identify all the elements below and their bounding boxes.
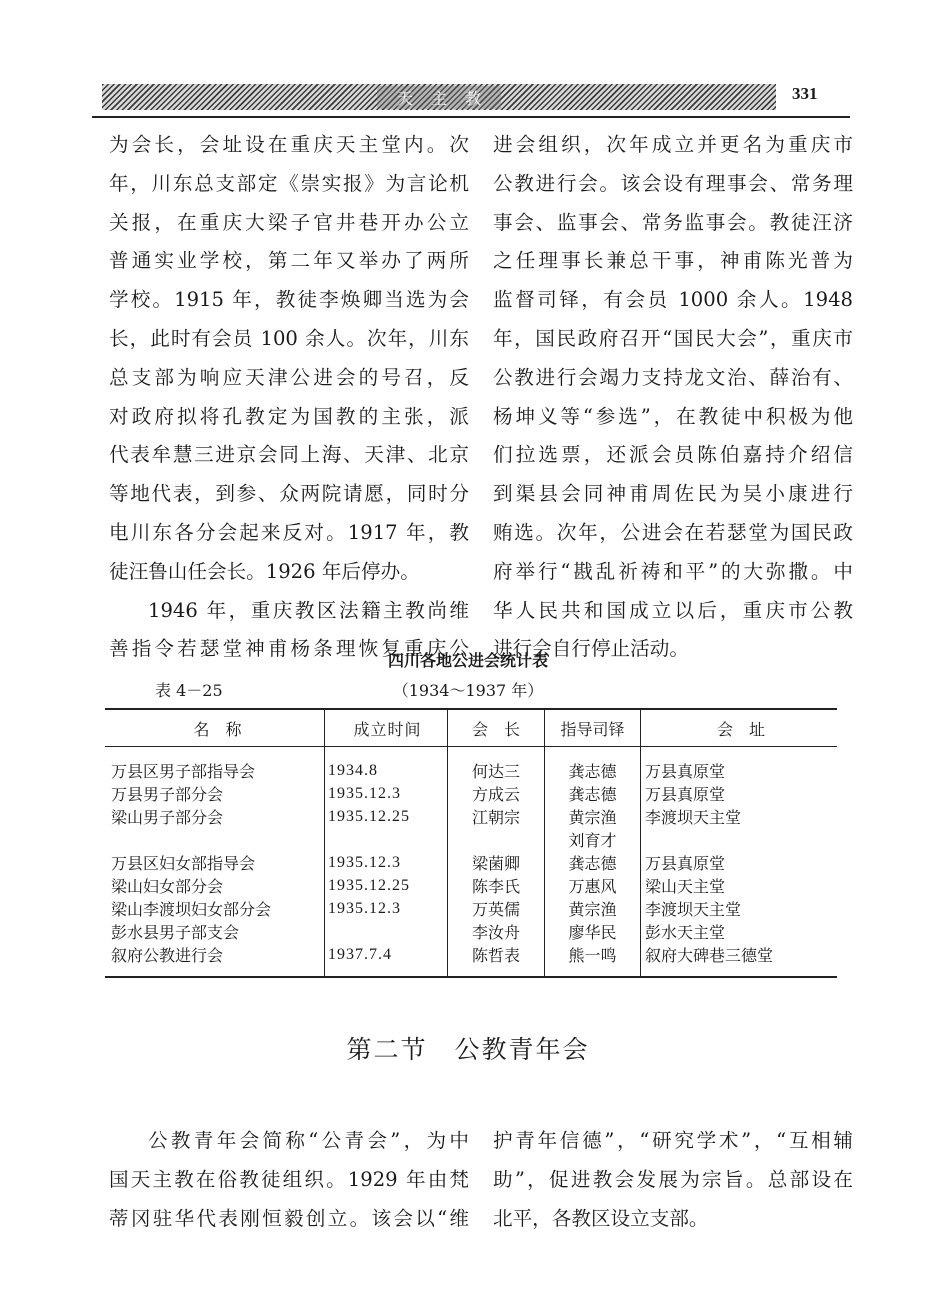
text-line: 公教青年会简称“公青会”，为中 bbox=[148, 1129, 469, 1152]
table-row bbox=[105, 874, 837, 897]
text-line: 护青年信德”，“研究学术”，“互相辅 bbox=[493, 1129, 853, 1152]
header-rule bbox=[92, 116, 850, 118]
text-line: 年，国民政府召开“国民大会”，重庆市 bbox=[493, 326, 853, 350]
table-row bbox=[105, 805, 837, 828]
cell-president: 何达三 bbox=[448, 747, 545, 783]
text-line: 们拉选票，还派会员陈伯嘉持介绍信 bbox=[493, 443, 853, 467]
cell-date: 1935.12.3 bbox=[325, 782, 448, 805]
statistics-table bbox=[105, 708, 837, 978]
text-line: 进行会自行停止活动。 bbox=[493, 637, 689, 661]
text-line: 普通实业学校，第二年又举办了两所 bbox=[109, 249, 469, 273]
cell-address: 叙府大碑巷三德堂 bbox=[641, 943, 838, 977]
cell-date: 1935.12.3 bbox=[325, 897, 448, 920]
text-line: 华人民共和国成立以后，重庆市公教 bbox=[493, 598, 853, 622]
text-line: 事会、监事会、常务监事会。教徒汪济 bbox=[493, 210, 853, 234]
table-row bbox=[105, 897, 837, 920]
text-line: 代表牟慧三进京会同上海、天津、北京 bbox=[109, 443, 469, 467]
cell-director: 廖华民 bbox=[545, 920, 641, 943]
cell-date bbox=[325, 920, 448, 943]
text-line: 总支部为响应天津公进会的号召，反 bbox=[109, 365, 469, 389]
table-years: （1934～1937 年） bbox=[392, 681, 544, 700]
cell-name: 梁山男子部分会 bbox=[111, 808, 224, 827]
text-line: 公教进行会竭力支持龙文治、薛治有、 bbox=[493, 365, 853, 389]
cell-date: 1935.12.25 bbox=[325, 874, 448, 897]
table-row bbox=[105, 747, 837, 783]
table-number: 表 4－25 bbox=[155, 681, 223, 700]
cell-director: 万惠风 bbox=[545, 874, 641, 897]
cell-date bbox=[325, 828, 448, 851]
text-line: 徒汪鲁山任会长。1926 年后停办。 bbox=[109, 559, 420, 583]
text-line: 到渠县会同神甫周佐民为吴小康进行 bbox=[493, 482, 853, 506]
cell-director: 黄宗渔 bbox=[545, 805, 641, 828]
text-line: 长，此时有会员 100 余人。次年，川东 bbox=[109, 326, 469, 350]
cell-address: 万县真原堂 bbox=[641, 782, 838, 805]
cell-address: 李渡坝天主堂 bbox=[641, 805, 838, 828]
column-header-name: 名 称 bbox=[105, 709, 325, 747]
text-line: 年，川东总支部定《崇实报》为言论机 bbox=[109, 171, 469, 195]
cell-address bbox=[641, 828, 838, 851]
column-header-address: 会 址 bbox=[641, 709, 838, 747]
cell-address: 彭水天主堂 bbox=[641, 920, 838, 943]
table-row bbox=[105, 828, 837, 851]
right-column bbox=[493, 126, 853, 669]
cell-president: 梁菌卿 bbox=[448, 851, 545, 874]
cell-president: 方成云 bbox=[448, 782, 545, 805]
text-line: 善指令若瑟堂神甫杨条理恢复重庆公 bbox=[109, 637, 469, 661]
section-title: 第二节 公教青年会 bbox=[346, 1035, 590, 1064]
text-line: 杨坤义等“参选”，在教徒中积极为他 bbox=[493, 404, 853, 428]
cell-address: 万县真原堂 bbox=[641, 851, 838, 874]
cell-name bbox=[105, 828, 325, 851]
column-header-date: 成立时间 bbox=[325, 709, 448, 747]
cell-director: 黄宗渔 bbox=[545, 897, 641, 920]
bottom-left-column bbox=[109, 1122, 469, 1238]
table-title: 四川各地公进会统计表 bbox=[387, 651, 548, 670]
cell-name: 叙府公教进行会 bbox=[105, 943, 325, 977]
running-title: 天主教 bbox=[377, 86, 501, 109]
text-line: 关报，在重庆大梁子官井巷开办公立 bbox=[109, 210, 469, 234]
page-number: 331 bbox=[792, 84, 818, 103]
bottom-right-column bbox=[493, 1122, 853, 1238]
table-row bbox=[105, 782, 837, 805]
cell-director: 龚志德 bbox=[545, 782, 641, 805]
cell-date: 1937.7.4 bbox=[325, 943, 448, 977]
text-line: 电川东各分会起来反对。1917 年，教 bbox=[109, 520, 469, 544]
text-line: 1946 年，重庆教区法籍主教尚维 bbox=[148, 598, 469, 622]
text-line: 监督司铎，有会员 1000 余人。1948 bbox=[493, 288, 853, 312]
cell-address: 李渡坝天主堂 bbox=[641, 897, 838, 920]
text-line: 进会组织，次年成立并更名为重庆市 bbox=[493, 133, 853, 156]
running-header-bar bbox=[102, 84, 776, 110]
cell-president: 陈哲表 bbox=[448, 943, 545, 977]
text-line: 之任理事长兼总干事，神甫陈光普为 bbox=[493, 249, 853, 273]
cell-date: 1935.12.3 bbox=[325, 851, 448, 874]
cell-name: 梁山妇女部分会 bbox=[111, 877, 224, 896]
cell-president bbox=[448, 828, 545, 851]
text-line: 府举行“戡乱祈祷和平”的大弥撒。中 bbox=[493, 559, 853, 583]
cell-director: 龚志德 bbox=[545, 747, 641, 783]
cell-name: 万县区男子部指导会 bbox=[111, 762, 256, 781]
text-line: 等地代表，到参、众两院请愿，同时分 bbox=[109, 482, 469, 506]
text-line: 助”，促进教会发展为宗旨。总部设在 bbox=[493, 1167, 853, 1191]
text-line: 贿选。次年，公进会在若瑟堂为国民政 bbox=[493, 520, 853, 544]
text-line: 北平，各教区设立支部。 bbox=[493, 1206, 709, 1230]
cell-director: 熊一鸣 bbox=[545, 943, 641, 977]
cell-name: 梁山李渡坝妇女部分会 bbox=[111, 900, 272, 919]
text-line: 公教进行会。该会设有理事会、常务理 bbox=[493, 171, 853, 195]
cell-president: 万英儒 bbox=[448, 897, 545, 920]
text-line: 对政府拟将孔教定为国教的主张，派 bbox=[109, 404, 469, 428]
cell-address: 梁山天主堂 bbox=[641, 874, 838, 897]
cell-president: 李汝舟 bbox=[448, 920, 545, 943]
table-header-row bbox=[105, 709, 837, 747]
cell-director: 刘育才 bbox=[545, 828, 641, 851]
cell-name: 万县区妇女部指导会 bbox=[111, 854, 256, 873]
column-header-director: 指导司铎 bbox=[545, 709, 641, 747]
cell-name: 万县男子部分会 bbox=[111, 785, 224, 804]
cell-president: 江朝宗 bbox=[448, 805, 545, 828]
cell-address: 万县真原堂 bbox=[641, 747, 838, 783]
cell-name: 彭水县男子部支会 bbox=[111, 923, 240, 942]
column-header-president: 会 长 bbox=[448, 709, 545, 747]
cell-date: 1935.12.25 bbox=[325, 805, 448, 828]
cell-director: 龚志德 bbox=[545, 851, 641, 874]
text-line: 国天主教在俗教徒组织。1929 年由梵 bbox=[109, 1167, 469, 1191]
cell-date: 1934.8 bbox=[325, 747, 448, 783]
table-row bbox=[105, 920, 837, 943]
left-column bbox=[109, 126, 469, 669]
cell-president: 陈李氏 bbox=[448, 874, 545, 897]
table-body bbox=[105, 747, 837, 978]
table-row bbox=[105, 943, 837, 977]
text-line: 为会长，会址设在重庆天主堂内。次 bbox=[109, 133, 469, 156]
text-line: 蒂冈驻华代表刚恒毅创立。该会以“维 bbox=[109, 1206, 469, 1230]
table-row bbox=[105, 851, 837, 874]
text-line: 学校。1915 年，教徒李焕卿当选为会 bbox=[109, 288, 469, 312]
